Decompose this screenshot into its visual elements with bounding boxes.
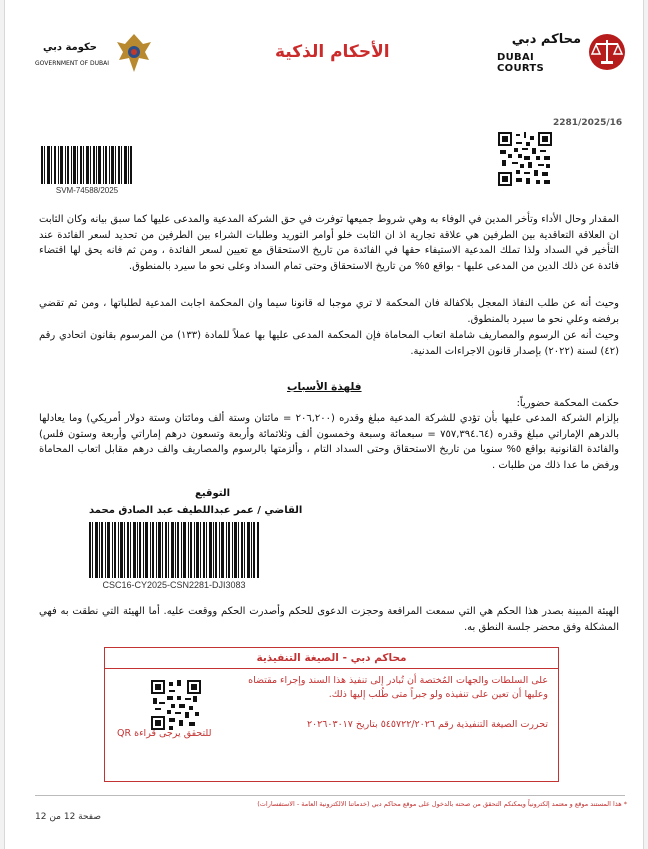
body-paragraph-1: المقدار وحال الأداء وتأخر المدين في الوفاء به وهي شروط جميعها توفرت في حق الشركة المدعية والمدعى عليها كما سبق بيانه وكان الثابت ان العلاقة التعاقدية بين الطرفين هي علاقة تجارية اذ ان الثابت خلو أوامر التوريد وطلبات الشراء بين الطرفين من تحديد لسعر الفائدة عند التأخير في السداد ولذا تملك المدعية الاستيفاء حقها في الفائدة من تاريخ الاستحقاق مع تعيين لسعر الفائدة ، ومن ثم فانه يحق لها اقتضاء فائدة عن ذلك الدين من المدعى عليها - بواقع ٥% من تاريخ الاستحقاق وحتى تمام السداد وعلى نحو ما سيرد بالمنطوق.	[39, 214, 619, 272]
qr-code-icon	[498, 132, 552, 186]
falcon-emblem-icon	[111, 30, 157, 76]
judge-name: القاضي / عمر عبداللطيف عبد الصادق محمد	[89, 505, 303, 516]
dubai-courts-name-ar: محاكم دبي	[511, 32, 581, 47]
execution-issued: تحررت الصيغة التنفيذية رقم ٥٤٥٧٢٢/٢٠٢٦ بتاريخ ٢٠٢٦٠٣٠١٧	[306, 719, 548, 730]
body-paragraph-2: وحيث أنه عن طلب النفاذ المعجل بلاكفالة فان المحكمة لا تري موجبا له قانونا سيما وان المحكمة اجابت المدعية لطلباتها ، ومن ثم تقضي برفضه وعلي نحو ما سيرد بالمنطوق.	[39, 298, 619, 325]
footer-note: * هذا المستند موقع و معتمد إلكترونياً ويمكنكم التحقق من صحته بالدخول على موقع محاكم دبي (خدماتنا الالكترونية العامة - الاستفسارات)	[257, 800, 627, 808]
ruling-text: بإلزام الشركة المدعى عليها بأن تؤدي للشركة المدعية مبلغ وقدره (٢٠٦,٢٠٠ = مائتان وستة ألف ومائتان وستة دولار أمريكي) وما يعادلها بالدرهم الإماراتي مبلغ وقدره (٧٥٧,٣٩٤.٦٤ = سبعمائة وسبعة وخمسون ألف وثلاثمائة وأربعة وتسعون درهم إماراتي وأربعة وستون فلس) والفائدة القانونية بواقع ٥% سنويا من تاريخ الاستحقاق وحتى السداد التام ، وألزمتها بالرسوم والمصاريف والف درهم مقابل اتعاب المحاماة ورفض ما عدا ذلك من طلبات .	[39, 413, 619, 471]
closing-text: الهيئة المبينة بصدر هذا الحكم هي التي سمعت المرافعة وحجزت الدعوى للحكم وأصدرت الحكم ووقعت عليه. أما الهيئة التي نطقت به فهي المشكلة وفق محضر جلسة النطق به.	[39, 606, 619, 633]
case-number: 2281/2025/16	[553, 118, 623, 128]
footer-divider	[35, 795, 625, 796]
body-paragraph-3: وحيث أنه عن الرسوم والمصاريف شاملة اتعاب المحاماة فإن المحكمة المدعى عليها بها عملاً للمادة (١٣٣) من المرسوم بقانون اتحادي رقم (٤٢) لسنة (٢٠٢٢) بإصدار قانون الاجراءات المدنية.	[39, 330, 620, 357]
document-page	[4, 0, 644, 849]
barcode-bottom-label: CSC16-CY2025-CSN2281-DJI3083	[102, 580, 246, 590]
verification-qr-icon[interactable]	[151, 680, 201, 730]
government-of-dubai-logo	[35, 30, 161, 76]
gov-name-en: GOVERNMENT OF DUBAI	[35, 60, 109, 67]
dubai-courts-name-en: DUBAI COURTS	[497, 52, 545, 74]
reasons-heading: فلهذة الأسباب	[287, 381, 362, 393]
execution-formula-box	[104, 647, 559, 782]
execution-title: محاكم دبي - الصيغة التنفيذية	[105, 648, 558, 669]
qr-verify-note: للتحقق يرجى قراءة QR	[117, 728, 212, 739]
barcode-top-label: SVM-74588/2025	[55, 186, 119, 195]
barcode-bottom-icon	[89, 522, 259, 578]
gov-name-ar: حكومة دبي	[42, 42, 98, 53]
scales-emblem-icon	[587, 32, 627, 72]
page-number: صفحة 12 من 12	[35, 812, 102, 822]
ruling-intro: حكمت المحكمة حضورياً:	[516, 398, 619, 409]
execution-text: على السلطات والجهات المُختصة أن تُبادر إلى تنفيذ هذا السند وإجراء مقتضاه وعليها أن تعين على تنفيذه ولو جبراً متى طُلب إليها ذلك.	[248, 675, 548, 700]
dubai-courts-logo	[497, 32, 629, 72]
page-title: الأحكام الذكية	[275, 42, 390, 62]
signature-label: التوقيع	[195, 488, 230, 499]
barcode-top-icon	[41, 146, 133, 184]
